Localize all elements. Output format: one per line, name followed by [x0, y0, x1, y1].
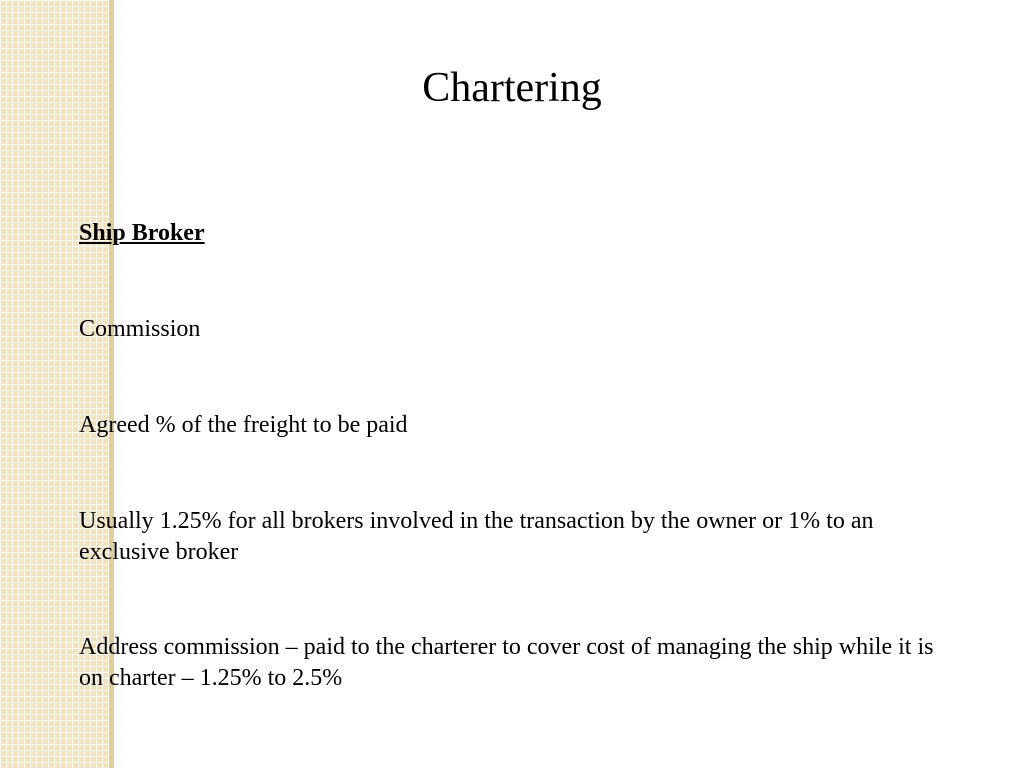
section-subheading: Ship Broker — [79, 220, 205, 246]
paragraph-agreed-percent: Agreed % of the freight to be paid — [79, 412, 408, 438]
paragraph-address-commission: Address commission – paid to the charterer to cover cost of managing the ship while it is on charter – 1.25% to 2.5% — [79, 634, 934, 691]
slide-title: Chartering — [422, 65, 602, 111]
paragraph-commission: Commission — [79, 316, 201, 342]
paragraph-usual-rate: Usually 1.25% for all brokers involved in the transaction by the owner or 1% to an exclusive broker — [79, 508, 874, 565]
